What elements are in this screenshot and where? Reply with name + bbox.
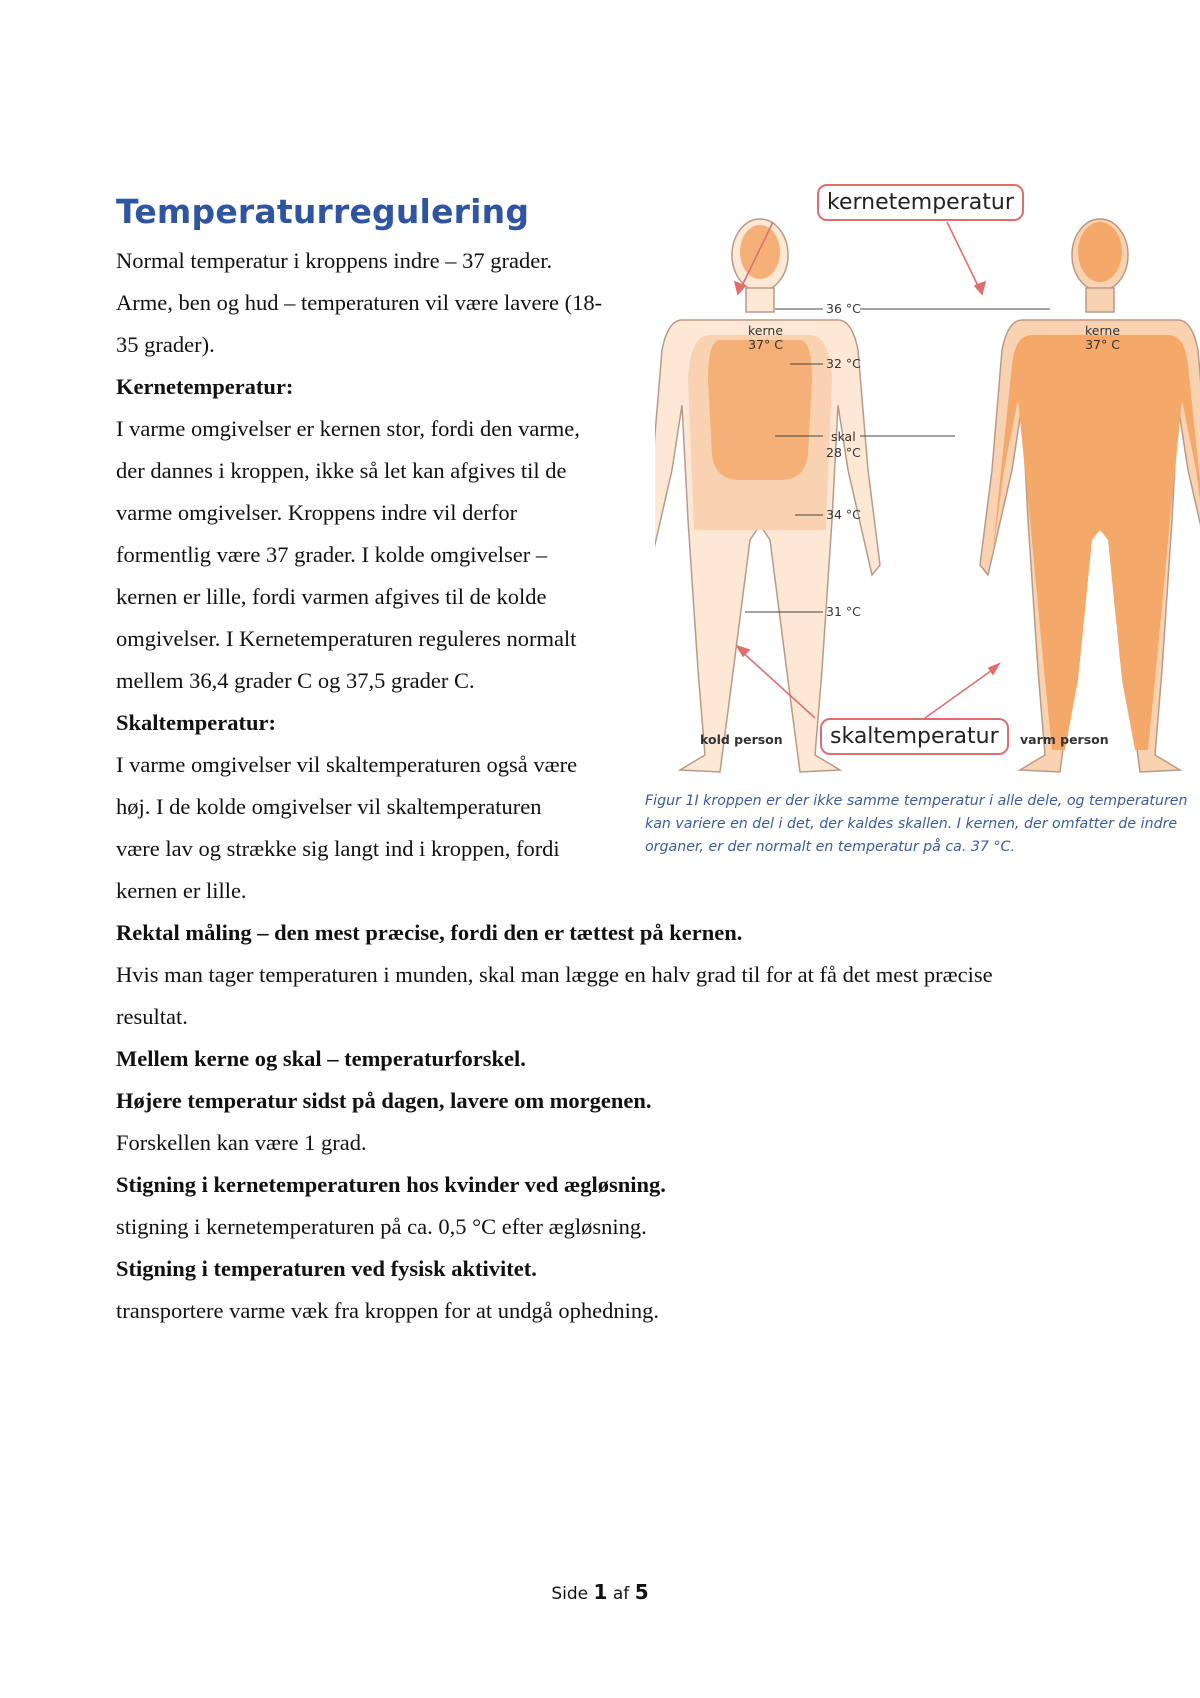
text-line: formentlig være 37 grader. I kolde omgivelser – [116,542,548,567]
current-page-number: 1 [593,1580,608,1604]
bold-heading: Stigning i temperaturen ved fysisk aktivitet. [116,1256,537,1281]
left-column-text [116,240,646,912]
temp-label-skal: skal [831,429,856,444]
bold-heading: Mellem kerne og skal – temperaturforskel. [116,1046,526,1071]
core-label-cold [748,324,783,352]
text-line: I varme omgivelser er kernen stor, fordi den varme, [116,416,580,441]
warm-person [980,219,1200,772]
bold-heading: Rektal måling – den mest præcise, fordi den er tættest på kernen. [116,920,743,945]
text-line: Hvis man tager temperaturen i munden, skal man lægge en halv grad til for at få det mest præcise [116,962,993,987]
temp-label-36: 36 °C [826,301,861,316]
text-line: kernen er lille. [116,878,247,903]
text-line: Arme, ben og hud – temperaturen vil være lavere (18- [116,290,603,315]
label-cold-person: kold person [700,732,783,747]
full-width-text [116,912,1116,1332]
page-footer [0,1580,1200,1604]
text-line: resultat. [116,1004,188,1029]
figure-caption: Figur 1I kroppen er der ikke samme temperatur i alle dele, og temperaturen kan variere en del i det, der kaldes skallen. I kernen, der omfatter de indre organer, er der normalt en temperatur på ca. 37 °C. [645,793,1188,855]
text-line: transportere varme væk fra kroppen for at undgå ophedning. [116,1298,659,1323]
core-label-temp: 37° C [748,337,783,352]
page-title: Temperaturregulering [116,192,530,231]
total-page-count: 5 [634,1580,649,1604]
core-label-temp: 37° C [1085,337,1120,352]
text-line: høj. I de kolde omgivelser vil skaltemperaturen [116,794,542,819]
bold-heading: Højere temperatur sidst på dagen, lavere om morgenen. [116,1088,652,1113]
bold-heading: Stigning i kernetemperaturen hos kvinder ved ægløsning. [116,1172,666,1197]
section-heading-skaltemperatur: Skaltemperatur: [116,710,276,735]
text-line: 35 grader). [116,332,215,357]
footer-prefix: Side [551,1584,589,1604]
footer-of: af [612,1584,630,1604]
core-label-text: kerne [748,323,784,338]
text-line: Forskellen kan være 1 grad. [116,1130,367,1155]
text-line: kernen er lille, fordi varmen afgives til de kolde [116,584,547,609]
text-line: være lav og strække sig langt ind i kroppen, fordi [116,836,560,861]
text-line: Normal temperatur i kroppens indre – 37 grader. [116,248,553,273]
temp-label-31: 31 °C [826,604,861,619]
temp-label-28: 28 °C [826,445,861,460]
kernetemperatur-box: kernetemperatur [817,184,1024,221]
text-line: stigning i kernetemperaturen på ca. 0,5 °C efter ægløsning. [116,1214,647,1239]
skaltemperatur-box: skaltemperatur [820,718,1009,755]
body-temperature-figure [655,180,1200,800]
body-illustration [655,180,1200,800]
text-line: varme omgivelser. Kroppens indre vil derfor [116,500,518,525]
text-line: der dannes i kroppen, ikke så let kan afgives til de [116,458,567,483]
text-line: omgivelser. I Kernetemperaturen reguleres normalt [116,626,577,651]
text-line: I varme omgivelser vil skaltemperaturen også være [116,752,578,777]
core-label-warm [1085,324,1120,352]
temp-label-32: 32 °C [826,356,861,371]
text-line: mellem 36,4 grader C og 37,5 grader C. [116,668,475,693]
core-label-text: kerne [1085,323,1121,338]
label-warm-person: varm person [1020,732,1109,747]
section-heading-kernetemperatur: Kernetemperatur: [116,374,294,399]
temp-label-34: 34 °C [826,507,861,522]
